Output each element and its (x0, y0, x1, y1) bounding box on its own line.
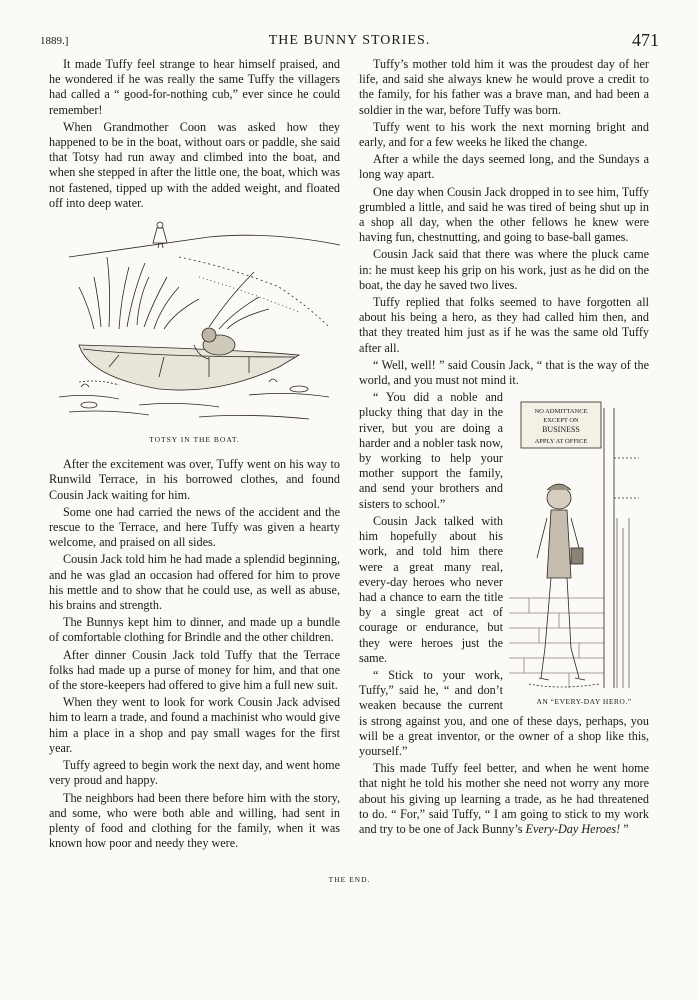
figure-caption: AN “EVERY-DAY HERO.” (536, 697, 632, 707)
totsy-boat-illustration (49, 217, 340, 432)
paragraph: It made Tuffy feel strange to hear himself praised, and he wondered if he was really the same Tuffy the villagers had called a “ good-for-nothing cub,” ever since he could remember! (49, 57, 340, 117)
paragraph: Tuffy agreed to begin work the next day, and went home very proud and happy. (49, 758, 340, 788)
the-end: THE END. (328, 875, 371, 884)
boat-drawing (49, 217, 340, 432)
sign-line: NO ADMITTANCE (534, 408, 588, 416)
final-paragraph (359, 761, 649, 837)
paragraph: Tuffy’s mother told him it was the proudest day of her life, and said she always knew he would prove a credit to the family, for his father was a brave man, and had been a soldier in the war, before Tuffy was born. (359, 57, 649, 117)
paragraph: Tuffy went to his work the next morning bright and early, and for a few weeks he liked the change. (359, 119, 649, 150)
sign-line: APPLY AT OFFICE (534, 438, 588, 446)
paragraph: The Bunnys kept him to dinner, and made up a bundle of comfortable clothing for Brindle and the other children. (49, 615, 340, 645)
paragraph: When they went to look for work Cousin Jack advised him to learn a trade, and found a machinist who would give him a place in a shop and pay small wages for the first year. (49, 695, 340, 755)
paragraph: When Grandmother Coon was asked how they happened to be in the boat, without oars or paddle, she said that Totsy had run away and climbed into the boat, and when she stepped in after the little one, the boat, which was not fastened, tipped up with the added weight, and floated off into deep water. (49, 119, 340, 210)
final-italic: Every-Day Heroes! (525, 821, 621, 836)
paragraph: Tuffy replied that folks seemed to have forgotten all about his being a hero, as they had called him then, and that they treated him just as if he was the same old Tuffy after all. (359, 295, 649, 355)
right-column (359, 57, 649, 839)
header-year: 1889.] (40, 35, 69, 47)
final-text: This made Tuffy feel better, and when he went home that night he told his mother she need not worry any more about his giving up learning a trade, as he had threatened to do. “ For,” said Tuffy, “ I am going to stick to my work and try to be one of Jack Bunny’s (359, 761, 649, 836)
paragraph: “ You did a noble and plucky thing that day in the river, but you are doing a harder and a nobler task now, by working to help your mother support the family, and send your brothers and sisters to school.” (359, 390, 503, 511)
paragraph: “ Stick to your work, Tuffy,” said he, “ and don’t weaken because the current is strong against you, and one of these days, perhaps, you will be a great inventor, or the owner of a shop like this, yourself.” (359, 667, 649, 758)
paragraph: Some one had carried the news of the accident and the rescue to the Terrace, and here Tuffy was given a hearty welcome, and praised on all sides. (49, 504, 340, 550)
paragraph: After a while the days seemed long, and the Sundays a long way apart. (359, 152, 649, 182)
paragraph: After dinner Cousin Jack told Tuffy that the Terrace folks had made up a purse of money for him, and that one of the store-keepers had offered to give him a full new suit. (49, 647, 340, 693)
header-title: THE BUNNY STORIES. (268, 33, 431, 48)
every-day-hero-illustration (509, 398, 659, 710)
paragraph: Cousin Jack told him he had made a splendid beginning, and he was glad an occasion had offered for him to prove his mettle and to show that he could use, as well as abuse, his brains and strength. (49, 552, 340, 613)
paragraph: Cousin Jack talked with him hopefully about his work, and told him there were a great many real, every-day heroes who never had a chance to earn the title by a single great act of courage or endurance, but they were heroes just the same. (359, 513, 503, 665)
sign-line: EXCEPT ON (543, 417, 579, 425)
sign-line: BUSINESS (542, 425, 580, 435)
running-head (40, 30, 659, 54)
left-column (49, 57, 340, 853)
hero-drawing (509, 398, 659, 693)
paragraph: “ Well, well! ” said Cousin Jack, “ that is the way of the world, and you must not mind it. (359, 357, 649, 388)
paragraph: Cousin Jack said that there was where the pluck came in: he must keep his grip on his work, just as he did on the boat, the day he saved two lives. (359, 247, 649, 292)
figure-caption: TOTSY IN THE BOAT. (149, 435, 240, 445)
paragraph: One day when Cousin Jack dropped in to see him, Tuffy grumbled a little, and said he was tired of being shut up in a shop all day, when the other fellows he knew were having fun, chestnutting, and going to base-ball games. (359, 184, 649, 245)
page-number: 471 (632, 30, 659, 50)
final-quote: ” (620, 821, 629, 836)
paragraph: After the excitement was over, Tuffy went on his way to Runwild Terrace, in his borrowed clothes, and found Cousin Jack waiting for him. (49, 457, 340, 502)
paragraph: The neighbors had been there before him with the story, and some, who were both able and willing, had sent in plenty of food and clothing for the family, when it was known how poor and needy they were. (49, 790, 340, 851)
